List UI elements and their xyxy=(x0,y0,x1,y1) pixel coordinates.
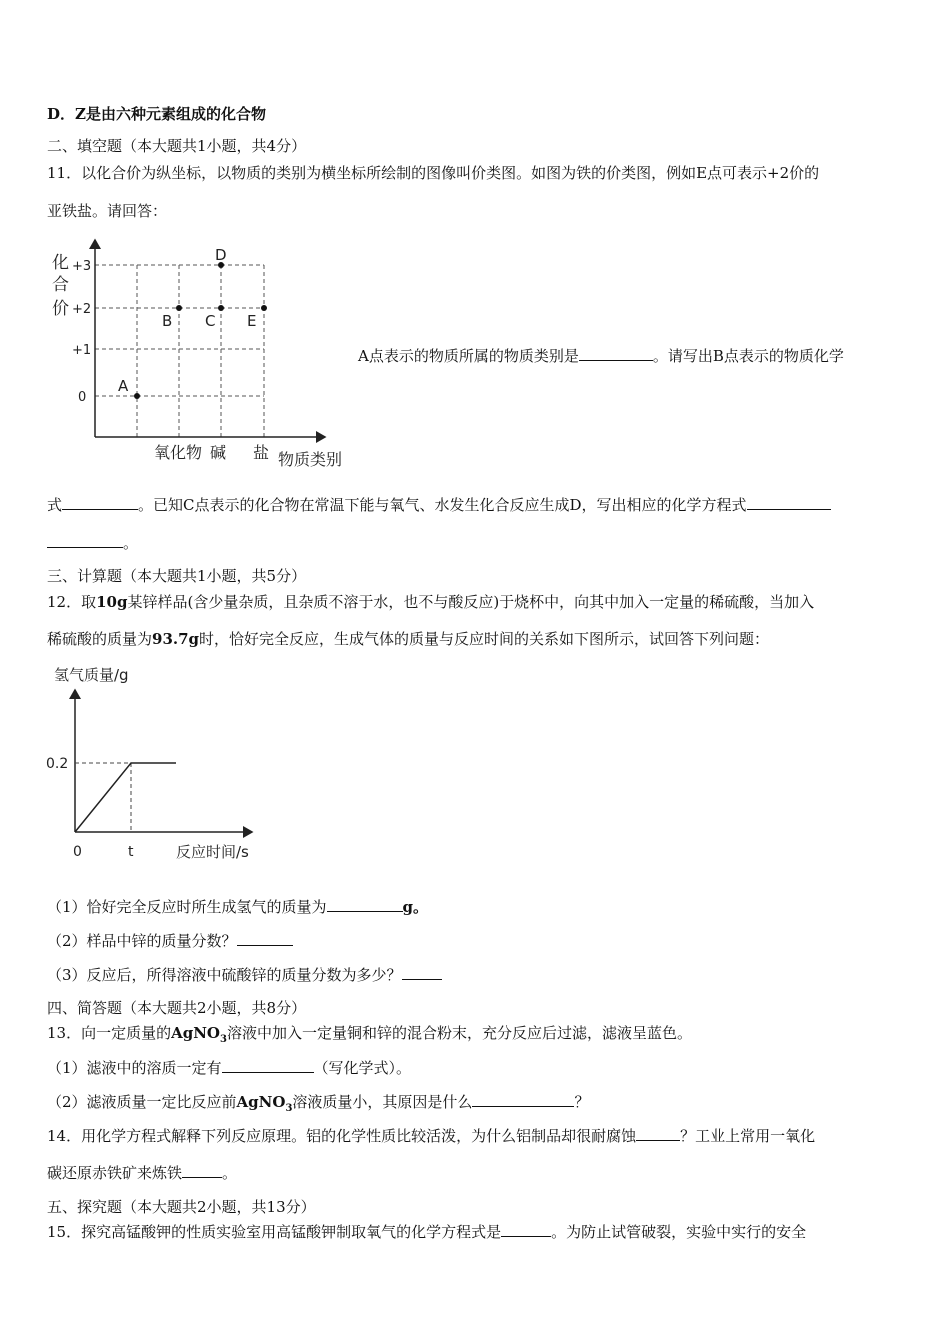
answer-blank[interactable] xyxy=(62,495,138,510)
answer-blank[interactable] xyxy=(182,1163,222,1178)
q12-acid-mass: 93.7g xyxy=(152,630,200,648)
point-b xyxy=(176,305,182,311)
q12-sub2 xyxy=(47,930,293,951)
x-tick-label: 碱 xyxy=(210,443,227,462)
answer-blank[interactable] xyxy=(237,931,293,946)
y-axis-label: 氢气质量/g xyxy=(54,666,129,684)
q12-sub1 xyxy=(47,896,428,917)
point-d-label: D xyxy=(215,246,227,264)
q15-post: 。为防止试管破裂，实验中实行的安全 xyxy=(551,1223,807,1241)
answer-blank[interactable] xyxy=(501,1222,551,1237)
q13-sub2 xyxy=(47,1091,589,1114)
q13-post: 溶液中加入一定量铜和锌的混合粉末，充分反应后过滤，滤液呈蓝色。 xyxy=(226,1024,692,1042)
q13-sub2-chem-sub: 3 xyxy=(285,1103,293,1114)
q13-sub1 xyxy=(47,1057,411,1078)
option-d: D．Z是由六种元素组成的化合物 xyxy=(47,105,266,123)
answer-blank[interactable] xyxy=(47,533,123,548)
q12-line1 xyxy=(47,591,814,612)
q13-sub2-mid: 溶液质量小，其原因是什么 xyxy=(292,1093,473,1111)
q13-pre: 13．向一定质量的 xyxy=(47,1024,172,1042)
q14-l2-post: 。 xyxy=(222,1164,238,1182)
section-heading-fill-in: 二、填空题（本大题共1小题，共4分） xyxy=(47,137,307,155)
q13-sub1-pre: （1）滤液中的溶质一定有 xyxy=(47,1059,222,1077)
y-value-label: 0.2 xyxy=(46,756,69,772)
q13-sub2-post: ？ xyxy=(574,1093,590,1111)
q12-sub2-text: （2）样品中锌的质量分数？ xyxy=(47,932,237,950)
y-tick-label: +2 xyxy=(72,302,92,317)
answer-blank[interactable] xyxy=(402,965,442,980)
valence-class-chart xyxy=(40,228,360,478)
answer-blank[interactable] xyxy=(636,1126,680,1141)
point-c-label: C xyxy=(205,312,216,330)
y-axis-label-char: 价 xyxy=(52,299,69,319)
q13-sub2-pre: （2）滤液质量一定比反应前 xyxy=(47,1093,237,1111)
section-heading-inquiry: 五、探究题（本大题共2小题，共13分） xyxy=(47,1198,316,1216)
x-axis-label: 物质类别 xyxy=(278,450,343,469)
answer-blank[interactable] xyxy=(579,346,653,361)
q15-pre: 15．探究高锰酸钾的性质实验室用高锰酸钾制取氧气的化学方程式是 xyxy=(47,1223,502,1241)
q11-side-text xyxy=(358,345,844,366)
q12-pre: 12．取 xyxy=(47,593,97,611)
q13-chem: AgNO xyxy=(171,1024,220,1042)
point-e xyxy=(261,305,267,311)
section-heading-short-answer: 四、简答题（本大题共2小题，共8分） xyxy=(47,999,307,1017)
y-axis-label-char: 合 xyxy=(52,275,69,295)
q11-cont-end: 。 xyxy=(123,534,139,552)
q11-line2: 亚铁盐。请回答： xyxy=(47,202,168,220)
q12-sub1-pre: （1）恰好完全反应时所生成氢气的质量为 xyxy=(47,898,327,916)
origin-label: 0 xyxy=(73,844,82,860)
q13-sub1-post: （写化学式）。 xyxy=(313,1059,412,1077)
hydrogen-curve xyxy=(75,763,176,832)
q13-chem-sub: 3 xyxy=(220,1034,227,1045)
q11-side-a: A点表示的物质所属的物质类别是 xyxy=(358,347,579,365)
q14-line2 xyxy=(47,1162,237,1183)
point-b-label: B xyxy=(162,312,173,330)
t-label: t xyxy=(128,844,134,860)
y-tick-label: +1 xyxy=(72,343,92,358)
q12-mass: 10g xyxy=(96,593,128,611)
q12-sub1-post: g。 xyxy=(402,898,429,916)
q11-continued-line2 xyxy=(47,532,138,553)
point-a-label: A xyxy=(118,377,129,395)
point-c xyxy=(218,305,224,311)
answer-blank[interactable] xyxy=(222,1058,314,1073)
q12-l2-post: 时，恰好完全反应，生成气体的质量与反应时间的关系如下图所示，试回答下列问题： xyxy=(199,630,770,648)
hydrogen-mass-chart xyxy=(40,660,280,870)
q15-line xyxy=(47,1221,806,1242)
q14-l2-pre: 碳还原赤铁矿来炼铁 xyxy=(47,1164,183,1182)
q12-post: 某锌样品(含少量杂质，且杂质不溶于水，也不与酸反应)于烧杯中，向其中加入一定量的稀硫酸，当加入 xyxy=(127,593,815,611)
q13-sub2-chem: AgNO xyxy=(236,1093,286,1111)
q11-cont-a: 式 xyxy=(47,496,63,514)
x-tick-label: 盐 xyxy=(253,443,270,462)
point-a xyxy=(134,393,140,399)
point-e-label: E xyxy=(247,312,257,330)
q12-sub3-text: （3）反应后，所得溶液中硫酸锌的质量分数为多少？ xyxy=(47,966,402,984)
q12-sub3 xyxy=(47,964,442,985)
q11-continued-line1 xyxy=(47,494,831,515)
answer-blank[interactable] xyxy=(327,897,403,912)
q11-line1: 11．以化合价为纵坐标，以物质的类别为横坐标所绘制的图像叫价类图。如图为铁的价类图，例如E点可表示+2价的 xyxy=(47,164,820,182)
y-tick-label: 0 xyxy=(78,390,87,405)
answer-blank[interactable] xyxy=(472,1092,574,1107)
x-axis-label: 反应时间/s xyxy=(176,843,249,861)
y-axis-label-char: 化 xyxy=(52,253,69,273)
q13-line xyxy=(47,1022,692,1045)
section-heading-calculation: 三、计算题（本大题共1小题，共5分） xyxy=(47,567,307,585)
q11-side-b: 。请写出B点表示的物质化学 xyxy=(652,347,844,365)
q12-line2 xyxy=(47,628,769,649)
q12-l2-pre: 稀硫酸的质量为 xyxy=(47,630,153,648)
x-tick-label: 氧化物 xyxy=(154,443,203,462)
q14-pre: 14．用化学方程式解释下列反应原理。铝的化学性质比较活泼，为什么铝制品却很耐腐蚀 xyxy=(47,1127,637,1145)
q11-cont-b: 。已知C点表示的化合物在常温下能与氧气、水发生化合反应生成D，写出相应的化学方程式 xyxy=(138,496,747,514)
answer-blank[interactable] xyxy=(747,495,831,510)
q14-line1 xyxy=(47,1125,815,1146)
q14-post: ？工业上常用一氧化 xyxy=(680,1127,816,1145)
y-tick-label: +3 xyxy=(72,259,92,274)
